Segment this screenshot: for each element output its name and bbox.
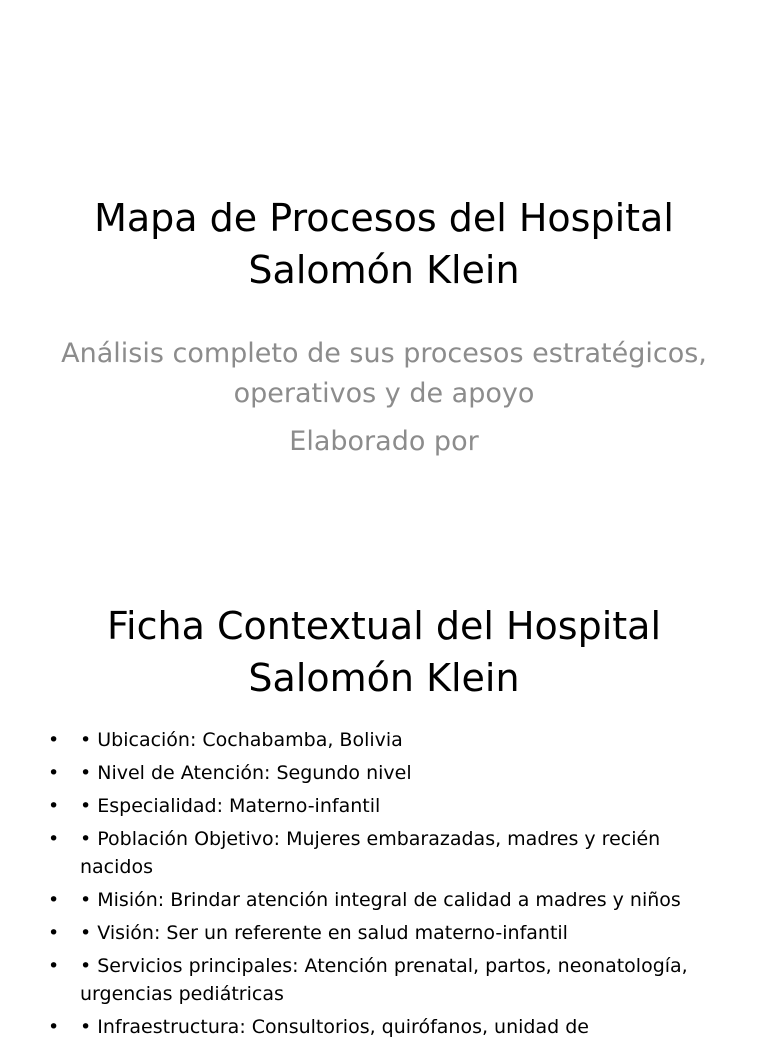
list-item [48,825,708,881]
list-item-text: • Misión: Brindar atención integral de calidad a madres y niños [80,889,681,911]
list-item-text: • Ubicación: Cochabamba, Bolivia [80,729,403,751]
presentation-title: Mapa de Procesos del Hospital Salomón Klein [94,196,674,292]
presentation-subtitle [40,334,728,462]
list-item [48,759,708,787]
list-item-text: • Nivel de Atención: Segundo nivel [80,762,412,784]
bullet-marker: • [48,729,60,751]
bullet-marker: • [48,889,60,911]
bullet-marker: • [48,828,60,850]
list-item-text: • Población Objetivo: Mujeres embarazadas, madres y recién nacidos [80,828,661,878]
bullet-marker: • [48,922,60,944]
author-line: Elaborado por [289,426,479,457]
bullet-marker: • [48,795,60,817]
hospital-profile-list [48,726,708,1046]
bullet-marker: • [48,762,60,784]
list-item [48,1013,708,1041]
list-item-text: • Visión: Ser un referente en salud materno-infantil [80,922,568,944]
bullet-marker: • [48,955,60,977]
list-item [48,792,708,820]
list-item-text: • Infraestructura: Consultorios, quirófanos, unidad de [80,1016,589,1038]
list-item [48,726,708,754]
list-item-text: • Especialidad: Materno-infantil [80,795,381,817]
list-item [48,952,708,1008]
list-item [48,919,708,947]
list-item [48,886,708,914]
section-title: Ficha Contextual del Hospital Salomón Klein [106,604,662,700]
bullet-marker: • [48,1016,60,1038]
list-item-text: • Servicios principales: Atención prenatal, partos, neonatología, urgencias pediátricas [80,955,688,1005]
subtitle-line: Análisis completo de sus procesos estratégicos, operativos y de apoyo [61,338,707,409]
